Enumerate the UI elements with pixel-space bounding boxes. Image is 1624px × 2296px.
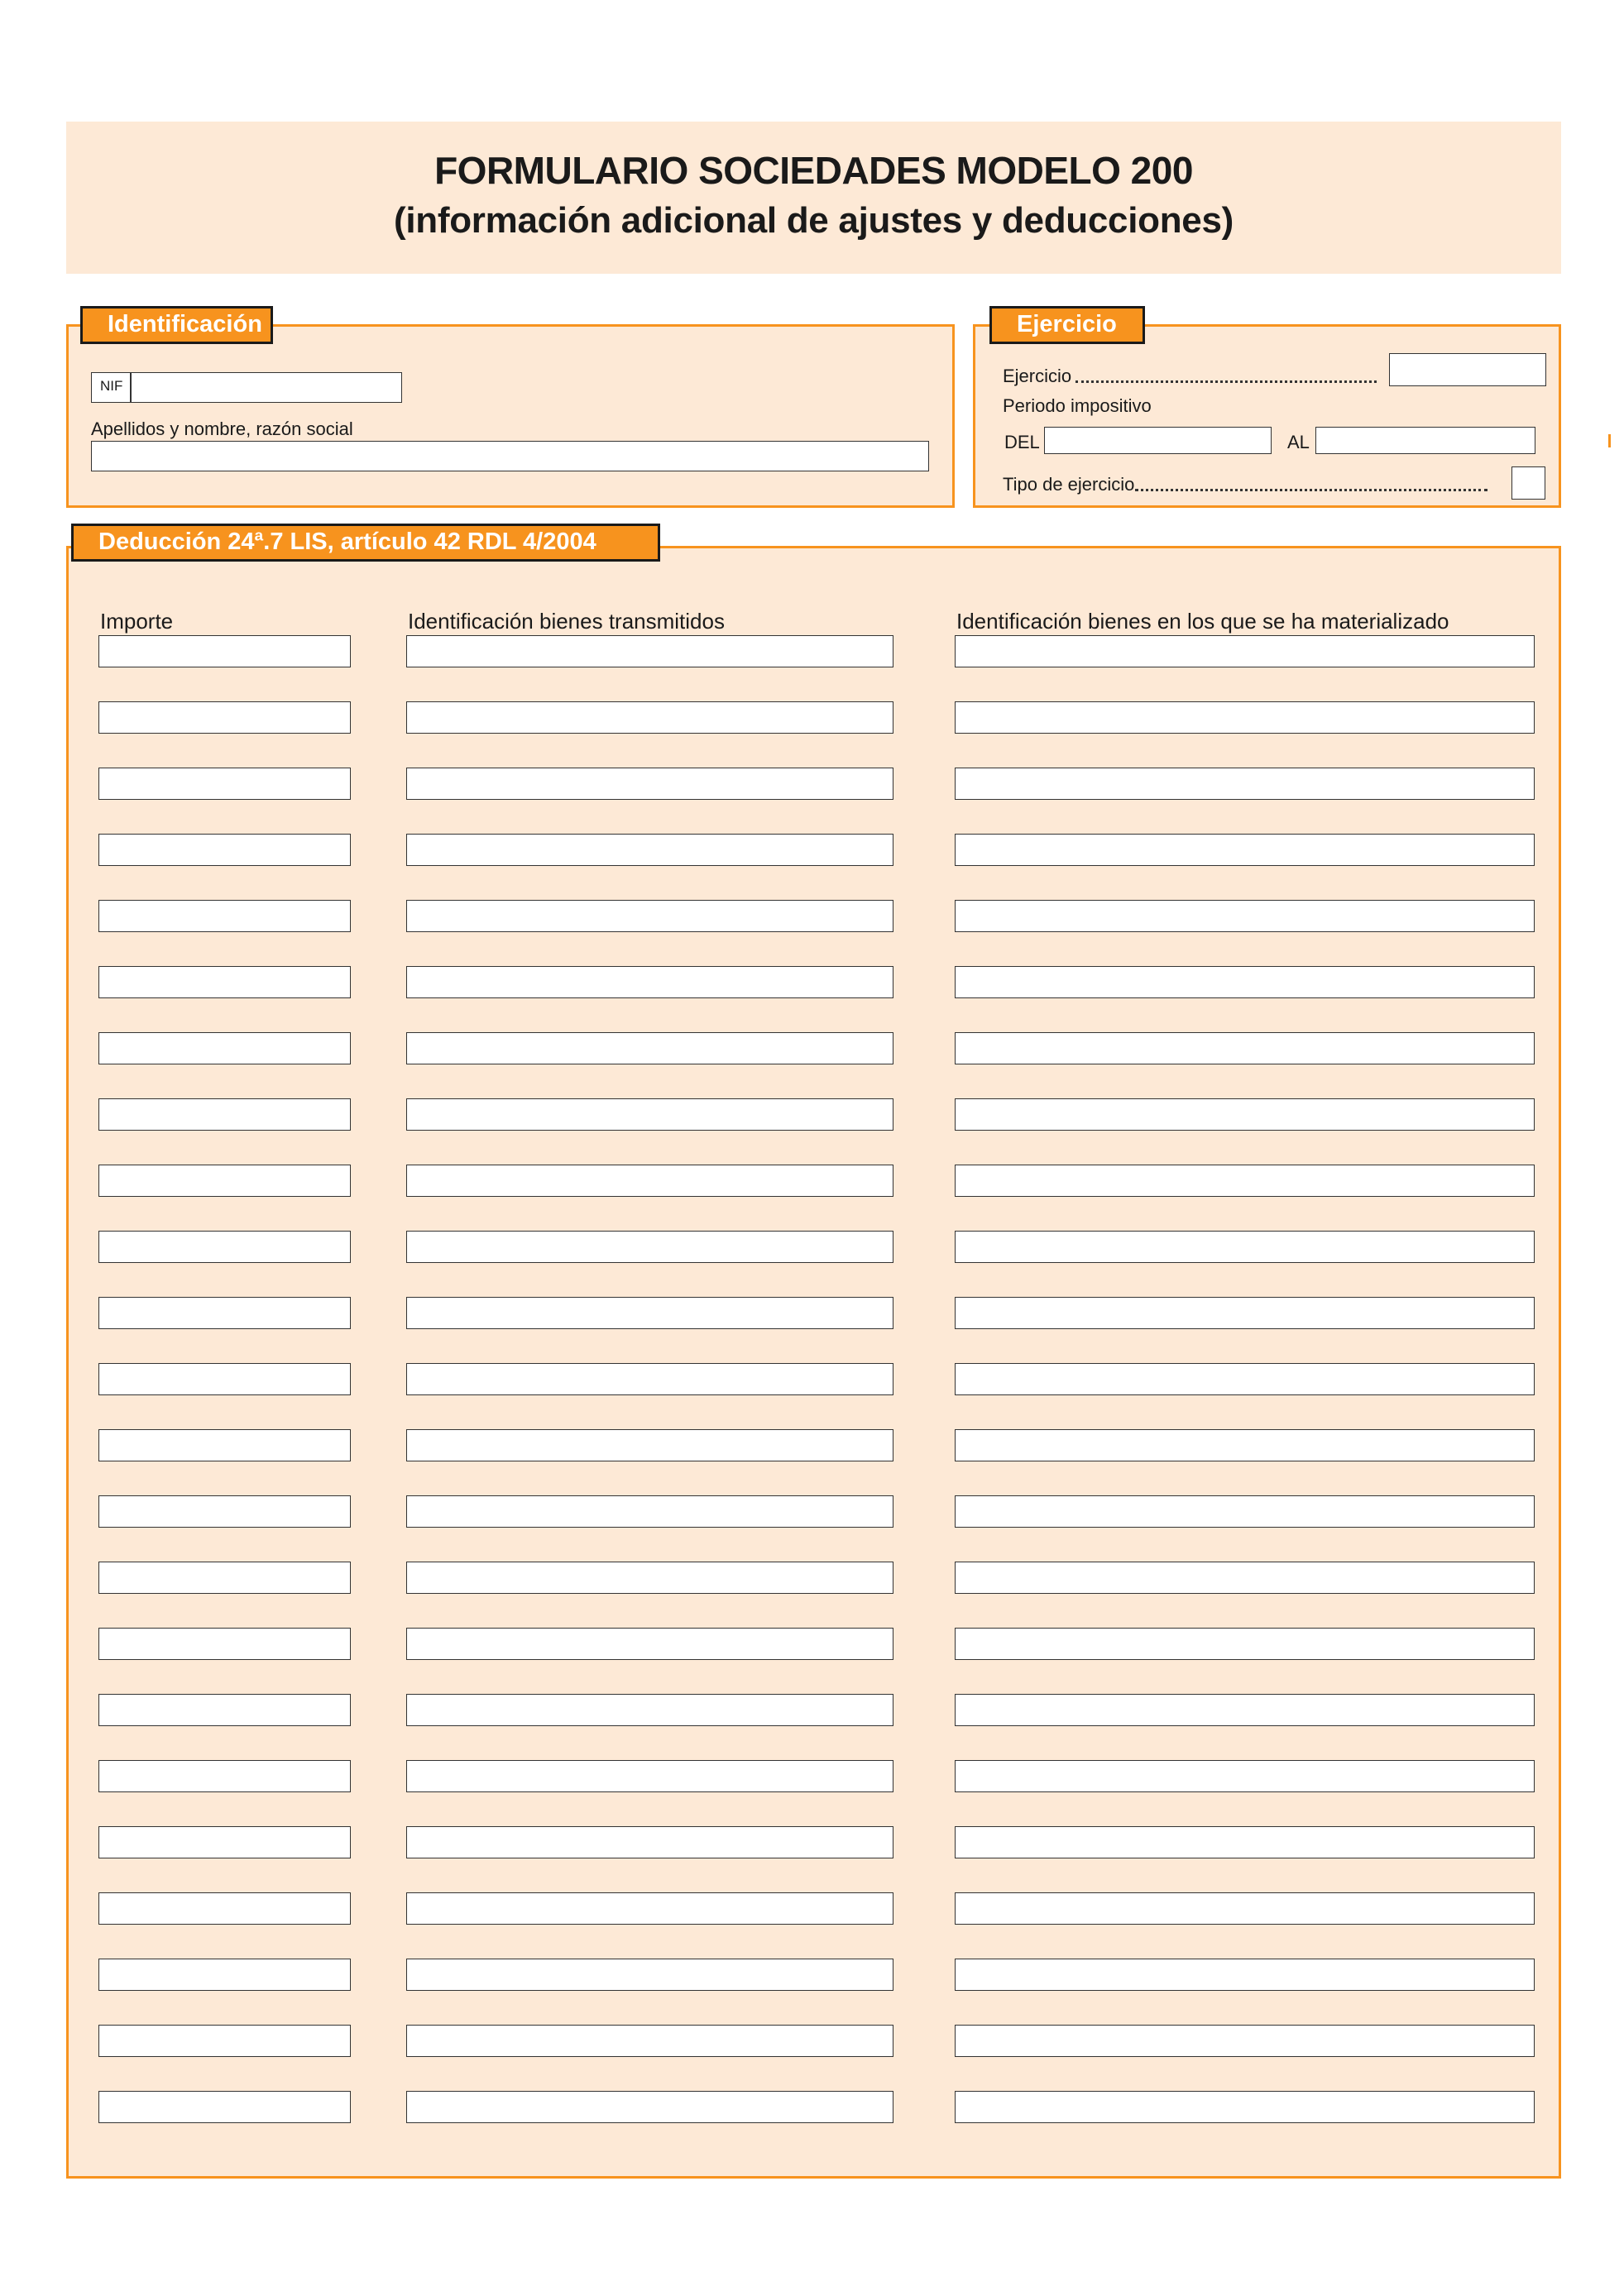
importe-field[interactable] <box>98 1694 351 1726</box>
transmitidos-field[interactable] <box>406 701 893 734</box>
tipo-field[interactable] <box>1511 466 1545 500</box>
materializado-field[interactable] <box>955 900 1535 932</box>
form-header <box>66 122 1561 274</box>
transmitidos-field[interactable] <box>406 1165 893 1197</box>
importe-field[interactable] <box>98 1892 351 1925</box>
materializado-field[interactable] <box>955 1628 1535 1660</box>
ejercicio-field[interactable] <box>1389 353 1546 386</box>
transmitidos-field[interactable] <box>406 1363 893 1395</box>
importe-field[interactable] <box>98 834 351 866</box>
materializado-field[interactable] <box>955 2091 1535 2123</box>
importe-field[interactable] <box>98 768 351 800</box>
importe-field[interactable] <box>98 2025 351 2057</box>
materializado-field[interactable] <box>955 1760 1535 1792</box>
importe-field[interactable] <box>98 1231 351 1263</box>
transmitidos-field[interactable] <box>406 1562 893 1594</box>
materializado-field[interactable] <box>955 1562 1535 1594</box>
form-title: FORMULARIO SOCIEDADES MODELO 200 <box>434 149 1193 192</box>
form-subtitle: (información adicional de ajustes y deducciones) <box>394 200 1234 241</box>
name-label: Apellidos y nombre, razón social <box>91 419 353 439</box>
identificacion-tab: Identificación <box>80 306 273 344</box>
transmitidos-field[interactable] <box>406 834 893 866</box>
ejercicio-label: Ejercicio <box>1003 366 1072 386</box>
ejercicio-tab: Ejercicio <box>989 306 1145 344</box>
nif-prefix-divider <box>130 373 132 402</box>
tipo-leader <box>1135 489 1487 491</box>
materializado-field[interactable] <box>955 1032 1535 1064</box>
name-field[interactable] <box>91 441 929 471</box>
nif-field[interactable] <box>91 372 402 403</box>
deduccion-tab: Deducción 24ª.7 LIS, artículo 42 RDL 4/2004 <box>71 524 660 562</box>
importe-field[interactable] <box>98 1363 351 1395</box>
transmitidos-field[interactable] <box>406 768 893 800</box>
materializado-field[interactable] <box>955 768 1535 800</box>
al-label: AL <box>1287 432 1310 452</box>
importe-field[interactable] <box>98 2091 351 2123</box>
materializado-field[interactable] <box>955 1297 1535 1329</box>
transmitidos-field[interactable] <box>406 1098 893 1131</box>
transmitidos-field[interactable] <box>406 1231 893 1263</box>
importe-field[interactable] <box>98 1165 351 1197</box>
materializado-field[interactable] <box>955 1363 1535 1395</box>
transmitidos-field[interactable] <box>406 1495 893 1528</box>
materializado-field[interactable] <box>955 1098 1535 1131</box>
importe-field[interactable] <box>98 1429 351 1461</box>
transmitidos-field[interactable] <box>406 1760 893 1792</box>
ejercicio-leader <box>1075 380 1377 383</box>
transmitidos-field[interactable] <box>406 2025 893 2057</box>
materializado-field[interactable] <box>955 1959 1535 1991</box>
importe-field[interactable] <box>98 1297 351 1329</box>
materializado-field[interactable] <box>955 1231 1535 1263</box>
importe-field[interactable] <box>98 635 351 667</box>
materializado-field[interactable] <box>955 635 1535 667</box>
importe-field[interactable] <box>98 966 351 998</box>
del-field[interactable] <box>1044 427 1272 454</box>
transmitidos-field[interactable] <box>406 2091 893 2123</box>
column-header-materializado: Identificación bienes en los que se ha materializado <box>956 609 1449 634</box>
materializado-field[interactable] <box>955 1694 1535 1726</box>
materializado-field[interactable] <box>955 2025 1535 2057</box>
importe-field[interactable] <box>98 1495 351 1528</box>
al-field[interactable] <box>1315 427 1535 454</box>
transmitidos-field[interactable] <box>406 1694 893 1726</box>
identificacion-panel <box>66 324 955 508</box>
transmitidos-field[interactable] <box>406 635 893 667</box>
transmitidos-field[interactable] <box>406 1959 893 1991</box>
transmitidos-field[interactable] <box>406 1892 893 1925</box>
materializado-field[interactable] <box>955 1826 1535 1858</box>
transmitidos-field[interactable] <box>406 966 893 998</box>
tipo-label: Tipo de ejercicio <box>1003 474 1135 495</box>
transmitidos-field[interactable] <box>406 1032 893 1064</box>
transmitidos-field[interactable] <box>406 1826 893 1858</box>
importe-field[interactable] <box>98 1760 351 1792</box>
materializado-field[interactable] <box>955 1495 1535 1528</box>
del-label: DEL <box>1004 432 1040 452</box>
materializado-field[interactable] <box>955 1892 1535 1925</box>
materializado-field[interactable] <box>955 966 1535 998</box>
transmitidos-field[interactable] <box>406 1628 893 1660</box>
nif-label: NIF <box>100 378 123 394</box>
importe-field[interactable] <box>98 1032 351 1064</box>
transmitidos-field[interactable] <box>406 1429 893 1461</box>
materializado-field[interactable] <box>955 701 1535 734</box>
importe-field[interactable] <box>98 1826 351 1858</box>
materializado-field[interactable] <box>955 834 1535 866</box>
margin-mark <box>1608 434 1611 447</box>
materializado-field[interactable] <box>955 1429 1535 1461</box>
importe-field[interactable] <box>98 1959 351 1991</box>
column-header-importe: Importe <box>100 609 174 634</box>
transmitidos-field[interactable] <box>406 1297 893 1329</box>
importe-field[interactable] <box>98 1098 351 1131</box>
importe-field[interactable] <box>98 1628 351 1660</box>
materializado-field[interactable] <box>955 1165 1535 1197</box>
importe-field[interactable] <box>98 900 351 932</box>
transmitidos-field[interactable] <box>406 900 893 932</box>
periodo-label: Periodo impositivo <box>1003 395 1152 416</box>
column-header-transmitidos: Identificación bienes transmitidos <box>408 609 725 634</box>
importe-field[interactable] <box>98 701 351 734</box>
importe-field[interactable] <box>98 1562 351 1594</box>
